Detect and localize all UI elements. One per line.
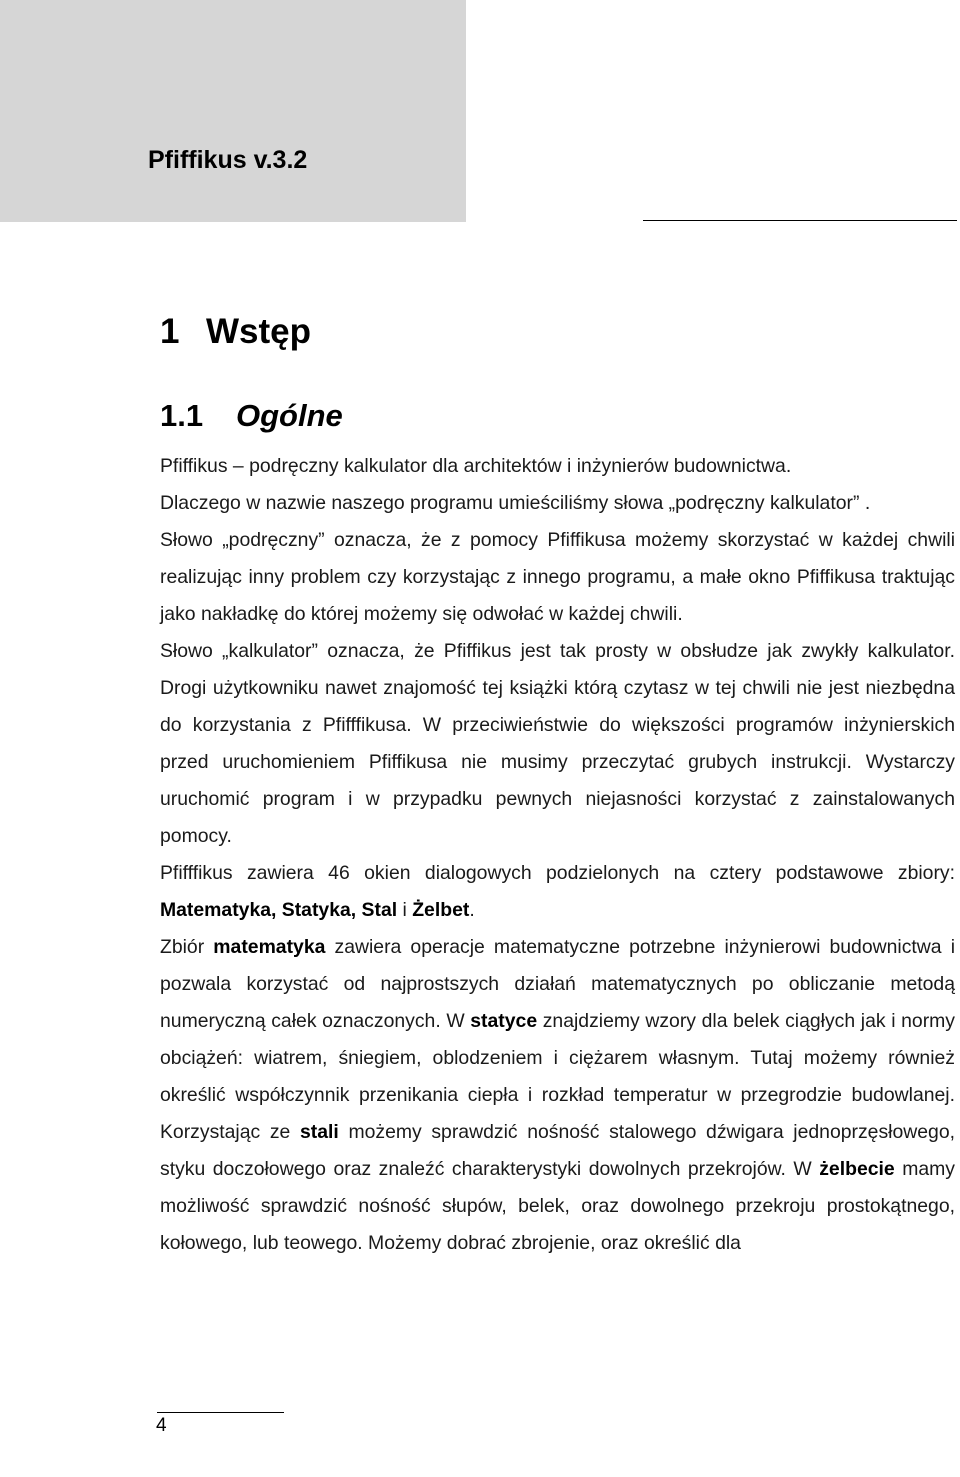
desc-d: znajdziemy wzory dla belek ciągłych jak i normy obciążeń: wiatrem, śniegiem, oblodzeniem i ciężarem własnym. Tutaj możemy również określić współczynnik przenikania ciepła i rozkład temperatur w przegrodzie budowlanej. Korzystając ze: [160, 1010, 955, 1143]
desc-bold-statyce: statyce: [470, 1010, 538, 1032]
zbiory-text: Pfifffikus zawiera 46 okien dialogowych podzielonych na cztery podstawowe zbiory:: [160, 862, 955, 884]
page-number: 4: [156, 1415, 167, 1436]
section-title: Wstęp: [206, 312, 311, 351]
section-number: 1: [160, 312, 180, 351]
desc-bold-zelbecie: żelbecie: [819, 1158, 895, 1180]
paragraph-zbiory: [160, 855, 955, 929]
subsection-number: 1.1: [160, 398, 204, 433]
desc-a: Zbiór: [160, 936, 214, 958]
desc-c: zawiera operacje matematyczne potrzebne inżynierowi budownictwa i pozwala korzystać od najprostszych działań matematycznych po obliczanie metodą numeryczną całek oznaczonych. W: [160, 936, 955, 1032]
paragraph-question: Dlaczego w nazwie naszego programu umieściliśmy słowa „podręczny kalkulator” .: [160, 492, 871, 514]
subsection-title: Ogólne: [236, 398, 343, 433]
paragraph-podreczny: Słowo „podręczny” oznacza, że z pomocy Pfiffikusa możemy skorzystać w każdej chwili realizując inny problem czy korzystając z innego programu, a małe okno Pfiffikusa traktując jako nakładkę do której możemy się odwołać w każdej chwili.: [160, 529, 955, 625]
desc-f: mamy możliwość sprawdzić nośność słupów, belek, oraz dowolnego przekroju prostokątnego, kołowego, lub teowego. Możemy dobrać zbrojenie, oraz określić dla: [160, 1158, 955, 1254]
subsection-heading: [160, 398, 343, 434]
desc-bold-stali: stali: [300, 1121, 339, 1143]
paragraph-description: [160, 929, 955, 1262]
desc-e: możemy sprawdzić nośność stalowego dźwigara jednoprzęsłowego, styku doczołowego oraz znaleźć charakterystyki dowolnych przekrojów. W: [160, 1121, 955, 1180]
header-title: Pfiffikus v.3.2: [148, 146, 308, 174]
paragraph-intro: Pfiffikus – podręczny kalkulator dla architektów i inżynierów budownictwa.: [160, 455, 792, 477]
zbiory-end: .: [469, 899, 475, 921]
zbiory-bold-1: Matematyka, Statyka, Stal: [160, 899, 398, 921]
header-rule: [643, 220, 957, 221]
footer-rule: [157, 1412, 284, 1413]
section-heading: [160, 312, 311, 352]
desc-bold-matematyka: matematyka: [213, 936, 326, 958]
paragraph-kalkulator: Słowo „kalkulator” oznacza, że Pfiffikus jest tak prosty w obsłudze jak zwykły kalkulator. Drogi użytkowniku nawet znajomość tej książki którą czytasz w tej chwili nie jest niezbędna do korzystania z Pfifffikusa. W przeciwieństwie do większości programów inżynierskich przed uruchomieniem Pfiffikusa nie musimy przeczytać grubych instrukcji. Wystarczy uruchomić program i w przypadku pewnych niejasności korzystać z zainstalowanych pomocy.: [160, 640, 955, 847]
header-box: [0, 0, 466, 222]
body-text: [160, 448, 955, 1262]
zbiory-and: i: [397, 899, 413, 921]
zbiory-bold-2: Żelbet: [412, 899, 470, 921]
